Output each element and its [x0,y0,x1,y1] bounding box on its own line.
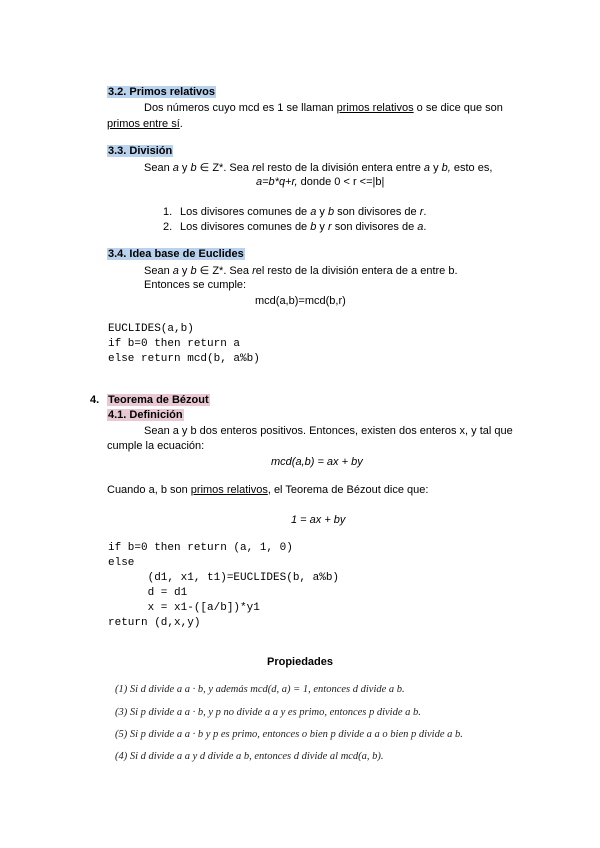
link-primos-relativos-2: primos relativos [190,484,268,496]
section-heading-3-3: 3.3. División [108,145,173,157]
code-line: else [108,557,135,569]
code-line: d = d1 [108,587,188,599]
list-item-text: Los divisores comunes de b y r son divisores de a. [180,221,427,233]
s4-paragraph-line1: Sean a y b dos enteros positivos. Entonces, existen dos enteros x, y tal que [144,425,513,437]
property-item: (1) Si d divide a a · b, y además mcd(d, a) = 1, entonces d divide a b. [115,684,405,695]
s33-line1: Sean a y b ∈ Z*. Sea rel resto de la división entera entre a y b, esto es, [144,162,493,174]
code-line: x = x1-([a/b])*y1 [108,602,260,614]
list-item: 1. [163,206,173,218]
list-item-text: Los divisores comunes de a y b son divisores de r. [180,206,427,218]
s34-equation: mcd(a,b)=mcd(b,r) [255,295,346,307]
property-item: (3) Si p divide a a · b, y p no divide a a y es primo, entonces p divide a b. [115,707,421,718]
s33-equation: a=b*q+r, donde 0 < r <=|b| [256,176,385,188]
section-heading-4-1: 4.1. Definición [108,409,183,421]
section-heading-3-2: 3.2. Primos relativos [108,86,215,98]
list-item: 2. [163,221,173,233]
link-primos-relativos: primos relativos [336,102,414,114]
s34-line2: Entonces se cumple: [144,279,247,291]
code-line: EUCLIDES(a,b) [108,323,194,335]
s4-paragraph-line3: Cuando a, b son primos relativos, el Teorema de Bézout dice que: [107,484,429,496]
property-item: (5) Si p divide a a · b y p es primo, entonces o bien p divide a a o bien p divide a b. [115,729,463,740]
code-line: if b=0 then return a [108,338,241,350]
section-number-4: 4. [90,394,100,406]
property-item: (4) Si d divide a a y d divide a b, entonces d divide al mcd(a, b). [115,751,384,762]
section-heading-3-4: 3.4. Idea base de Euclides [108,248,244,260]
code-line: else return mcd(b, a%b) [108,353,260,365]
bezout-equation-coprime: 1 = ax + by [291,514,346,526]
link-primos-entre-si: primos entre sí [107,118,180,130]
section-heading-4: Teorema de Bézout [108,394,209,406]
code-line: (d1, x1, t1)=EUCLIDES(b, a%b) [108,572,340,584]
properties-title: Propiedades [266,656,334,668]
s34-line1: Sean a y b ∈ Z*. Sea rel resto de la división entera de a entre b. [144,265,458,277]
s32-paragraph-line2: primos entre sí. [107,118,183,130]
code-line: if b=0 then return (a, 1, 0) [108,542,293,554]
code-line: return (d,x,y) [108,617,201,629]
s32-paragraph-line1: Dos números cuyo mcd es 1 se llaman primos relativos o se dice que son [144,102,503,114]
bezout-equation: mcd(a,b) = ax + by [271,456,363,468]
s4-paragraph-line2: cumple la ecuación: [107,440,205,452]
